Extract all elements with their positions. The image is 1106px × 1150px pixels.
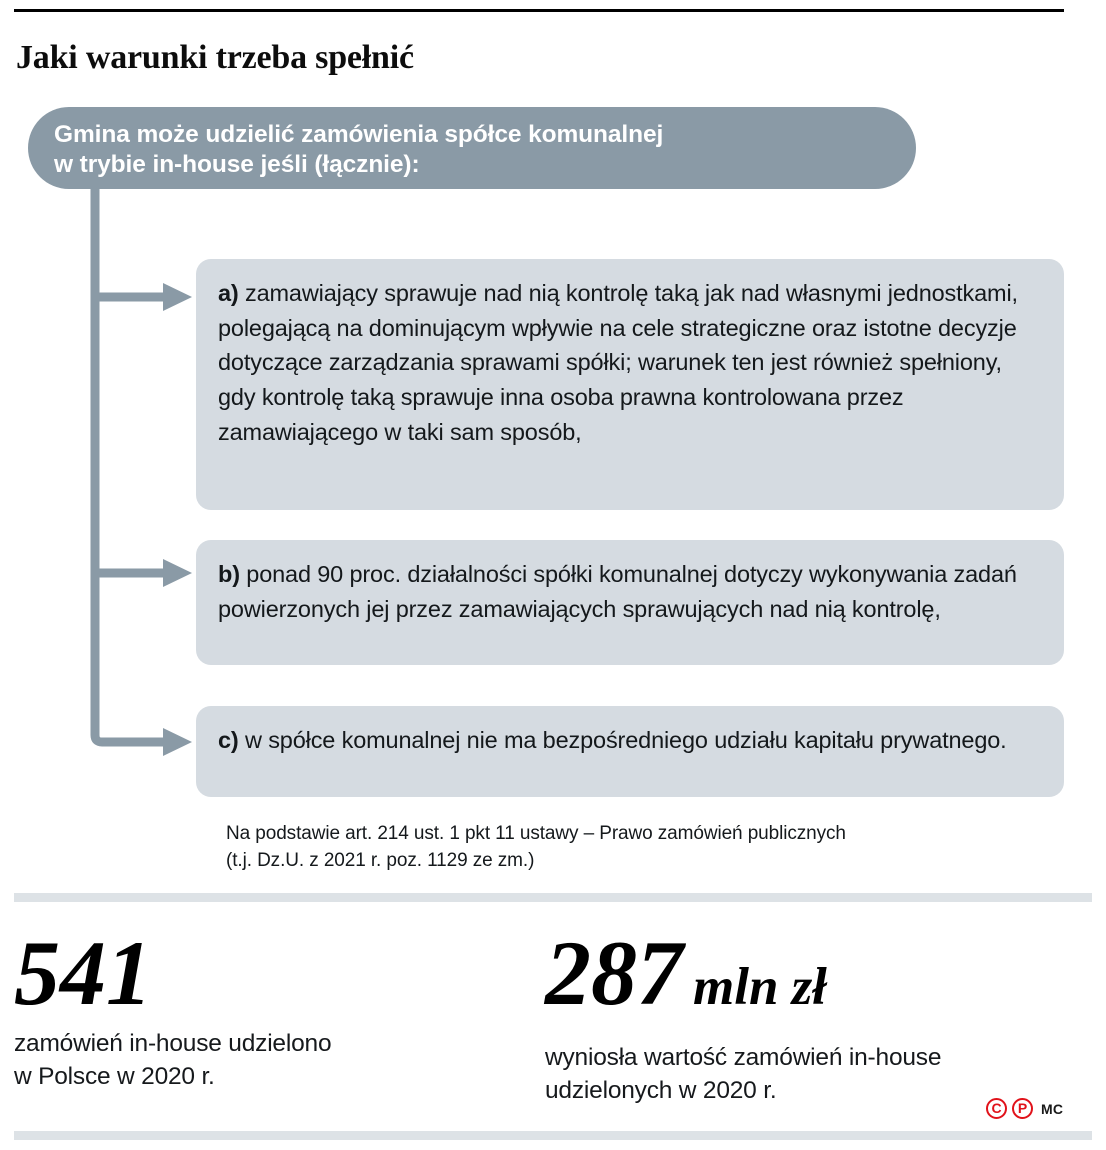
stat-block-orders-count: [14, 922, 534, 1093]
header-condition-banner: [28, 107, 916, 189]
stat-block-orders-value: [545, 922, 1085, 1107]
credits-block: [986, 1098, 1063, 1119]
stat-value-right: 287: [545, 922, 683, 1024]
phonogram-icon: P: [1012, 1098, 1033, 1119]
stat-unit-right: mln zł: [693, 958, 828, 1016]
arrowhead-b: [163, 559, 192, 587]
stat-caption-left-line-2: w Polsce w 2020 r.: [14, 1063, 215, 1090]
condition-text-c: [218, 723, 1040, 758]
header-banner-line-2: w trybie in-house jeśli (łącznie):: [54, 151, 420, 178]
copyright-icon: C: [986, 1098, 1007, 1119]
arrowhead-c: [163, 728, 192, 756]
stat-number-287: [545, 922, 1085, 1035]
condition-body-c: w spółce komunalnej nie ma bezpośredniego udziału kapitału prywatnego.: [238, 727, 1007, 753]
stat-caption-left: [14, 1027, 534, 1093]
condition-marker-c: c): [218, 727, 239, 753]
condition-text-b: [218, 557, 1040, 626]
condition-body-b: ponad 90 proc. działalności spółki komunalnej dotyczy wykonywania zadań powierzonych jej przez zamawiających sprawujących nad nią kontrolę,: [218, 561, 1017, 622]
stats-bottom-divider: [14, 1131, 1092, 1140]
stats-top-divider: [14, 893, 1092, 902]
stat-caption-right-line-2: udzielonych w 2020 r.: [545, 1077, 777, 1104]
source-note: [226, 820, 846, 874]
condition-box-b: [196, 540, 1064, 665]
condition-box-a: [196, 259, 1064, 510]
condition-box-c: [196, 706, 1064, 797]
stat-value-left: 541: [14, 922, 152, 1024]
condition-marker-b: b): [218, 561, 240, 587]
stat-caption-right-line-1: wyniosła wartość zamówień in-house: [545, 1044, 942, 1071]
condition-body-a: zamawiający sprawuje nad nią kontrolę taką jak nad własnymi jednostkami, polegającą na dominującym wpływie na cele strategiczne oraz istotne decyzje dotyczące zarządzania sprawami spółki; warunek ten jest również spełniony, gdy kontrolę taką sprawuje inna osoba prawna kontrolowana przez zamawiającego w taki sam sposób,: [218, 280, 1018, 445]
stat-caption-left-line-1: zamówień in-house udzielono: [14, 1030, 332, 1057]
connector-trunk: [95, 189, 166, 742]
condition-marker-a: a): [218, 280, 239, 306]
author-initials: MC: [1041, 1100, 1064, 1117]
page-title: Jaki warunki trzeba spełnić: [16, 39, 414, 76]
arrowhead-a: [163, 283, 192, 311]
top-divider-rule: [14, 9, 1064, 12]
condition-text-a: [218, 276, 1040, 450]
stat-number-541: [14, 922, 534, 1024]
header-banner-line-1: Gmina może udzielić zamówienia spółce komunalnej: [54, 121, 664, 148]
source-note-line-2: (t.j. Dz.U. z 2021 r. poz. 1129 ze zm.): [226, 850, 535, 871]
source-note-line-1: Na podstawie art. 214 ust. 1 pkt 11 ustawy – Prawo zamówień publicznych: [226, 823, 846, 844]
